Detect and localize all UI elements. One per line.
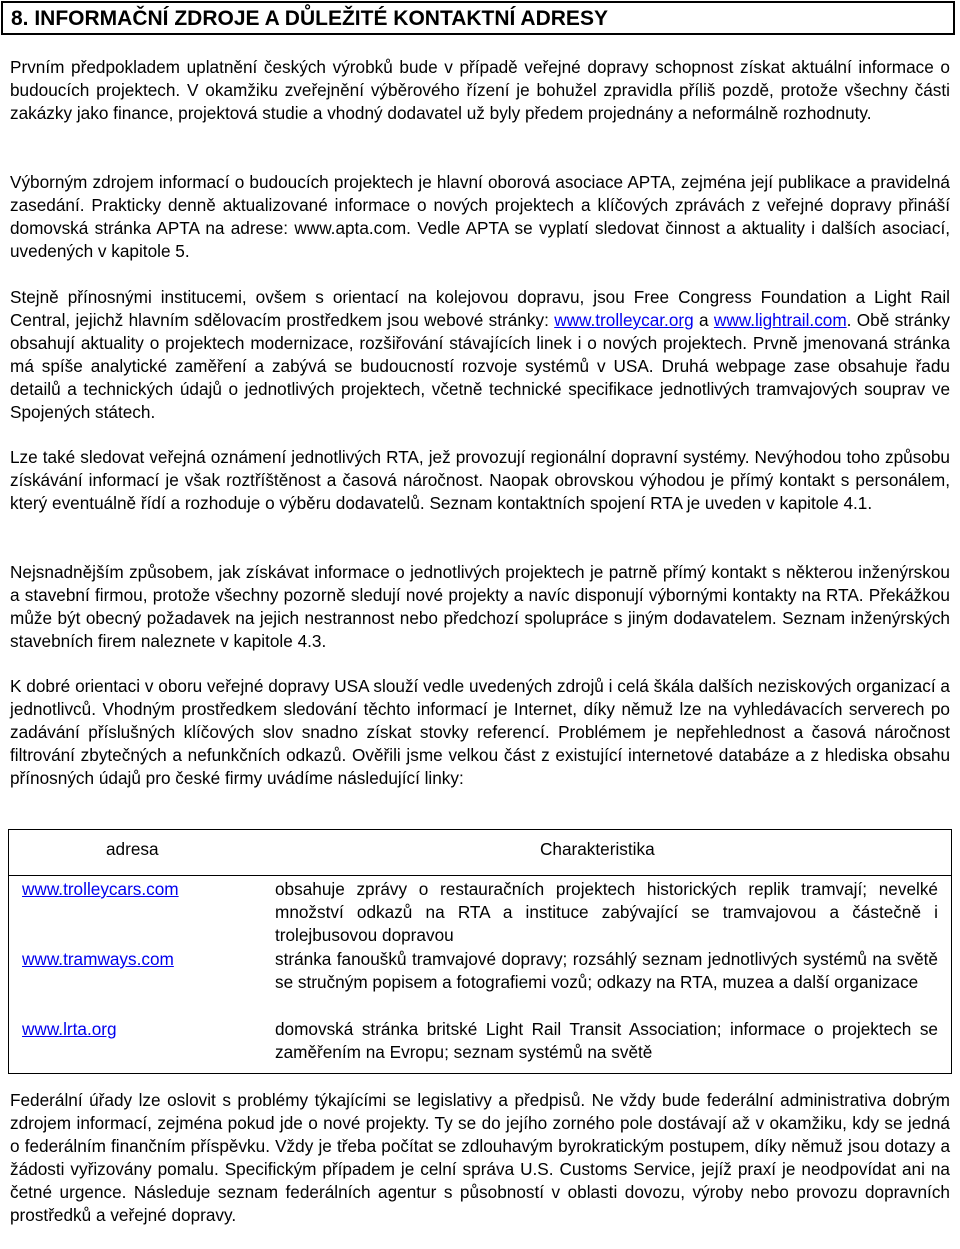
table-header-address: adresa: [106, 839, 159, 859]
lightrail-link[interactable]: www.lightrail.com: [713, 310, 847, 330]
paragraph-federal-agencies: Federální úřady lze oslovit s problémy týkajícími se legislativy a předpisů. Ne vždy bude federální administrativa dobrým zdrojem informací, zejména pokud jde o nové projekty. Ty se do jejího zorného pole dostávají až v okamžiku, kdy se jedná o federálním finančním příspěvku. Vždy je třeba počítat se zdlouhavým byrokratickým postupem, díky němuž jsou dotazy a žádosti vyřizovány pomalu. Specifickým případem je celní správa U.S. Customs Service, jejíž praxí je neodpovídat ani na četné urgence. Následuje seznam federálních agentur s působností v oblasti dovozu, výroby nebo provozu dopravních prostředků a veřejné dopravy.: [10, 1090, 950, 1225]
table-header-description: Charakteristika: [540, 839, 655, 859]
paragraph-rail-sources: [10, 286, 950, 424]
paragraph-rta: Lze také sledovat veřejná oznámení jednotlivých RTA, jež provozují regionální dopravní systémy. Nevýhodou toho způsobu získávání informací je však roztříštěnost a časová náročnost. Naopak obrovskou výhodou je přímý kontakt s personálem, který eventuálně řídí a rozhoduje o výběru dodavatelů. Seznam kontaktních spojení RTA je uveden v kapitole 4.1.: [10, 447, 950, 513]
trolleycar-link[interactable]: www.trolleycar.org: [554, 310, 694, 330]
chapter-heading-box: [1, 1, 955, 35]
paragraph-internet-sources: K dobré orientaci v oboru veřejné dopravy USA slouží vedle uvedených zdrojů i celá škála dalších neziskových organizací a jednotlivců. Vhodným prostředkem sledování těchto informací je Internet, díky němuž lze na vyhledávacích serverech po zadávání příslušných klíčových slov snadno získat stovky referencí. Problémem je nepřehlednost a časová náročnost filtrování zbytečných a nefunkčních odkazů. Ověřili jsme velkou část z existující internetové databáze a z hlediska obsahu přínosných údajů pro české firmy uvádíme následující linky:: [10, 676, 950, 788]
paragraph-rail-sources-text-b: . Obě stránky obsahují aktuality o projektech modernizace, rozšiřování stávajících linek i o nových projektech. Prvně jmenovaná stránka má spíše analytické zaměření a zabývá se budoucností rozvoje systémů v USA. Druhá webpage zase obsahuje řadu detailů a technických údajů o jednotlivých projektech, včetně technické specifikace jednotlivých tramvajových souprav ve Spojených státech.: [10, 310, 950, 422]
chapter-heading: 8. INFORMAČNÍ ZDROJE A DŮLEŽITÉ KONTAKTNÍ ADRESY: [11, 7, 608, 30]
table-row-description-lrta: domovská stránka britské Light Rail Transit Association; informace o projektech se zaměřením na Evropu; seznam systémů na světě: [275, 1019, 938, 1062]
table-row-description-trolleycars: obsahuje zprávy o restauračních projektech historických replik tramvají; nevelké množství odkazů na RTA a instituce zabývající se tramvajovou a částečně i trolejbusovou dopravou: [275, 879, 938, 945]
table-row-description-tramways: stránka fanoušků tramvajové dopravy; rozsáhlý seznam jednotlivých systémů na světě se stručným popisem a fotografiemi vozů; odkazy na RTA, muzea a další organizace: [275, 949, 938, 992]
paragraph-apta: Výborným zdrojem informací o budoucích projektech je hlavní oborová asociace APTA, zejména její publikace a pravidelná zasedání. Prakticky denně aktualizované informace o nových projektech a klíčových zprávách z veřejné dopravy přináší domovská stránka APTA na adrese: www.apta.com. Vedle APTA se vyplatí sledovat činnost a aktuality i dalších asociací, uvedených v kapitole 5.: [10, 172, 950, 261]
links-table: [8, 829, 952, 1074]
paragraph-intro: Prvním předpokladem uplatnění českých výrobků bude v případě veřejné dopravy schopnost získat aktuální informace o budoucích projektech. V okamžiku zveřejnění výběrového řízení je bohužel zpravidla příliš pozdě, protože všechny části zakázky jako finance, projektová studie a vhodný dodavatel už byly předem projednány a neformálně rozhodnuty.: [10, 57, 950, 123]
table-row-address-trolleycars[interactable]: www.trolleycars.com: [22, 879, 179, 899]
paragraph-engineering-firms: Nejsnadnějším způsobem, jak získávat informace o jednotlivých projektech je patrně přímý kontakt s některou inženýrskou a stavební firmou, protože všechny pozorně sledují nové projekty a navíc disponují výbornými kontakty na RTA. Překážkou může být obecný požadavek na jejich nestrannost nebo předchozí spolupráce s jiným dodavatelem. Seznam inženýrských stavebních firem naleznete v kapitole 4.3.: [10, 562, 950, 651]
table-header-divider: [9, 875, 951, 876]
table-row-address-lrta[interactable]: www.lrta.org: [22, 1019, 117, 1039]
table-row-address-tramways[interactable]: www.tramways.com: [22, 949, 174, 969]
paragraph-rail-sources-text-a: Stejně přínosnými institucemi, ovšem s orientací na kolejovou dopravu, jsou Free Congress Foundation a Light Rail Central, jejichž hlavním sdělovacím prostředkem jsou webové stránky:: [10, 287, 950, 330]
paragraph-rail-sources-conjunction: a: [693, 310, 714, 330]
